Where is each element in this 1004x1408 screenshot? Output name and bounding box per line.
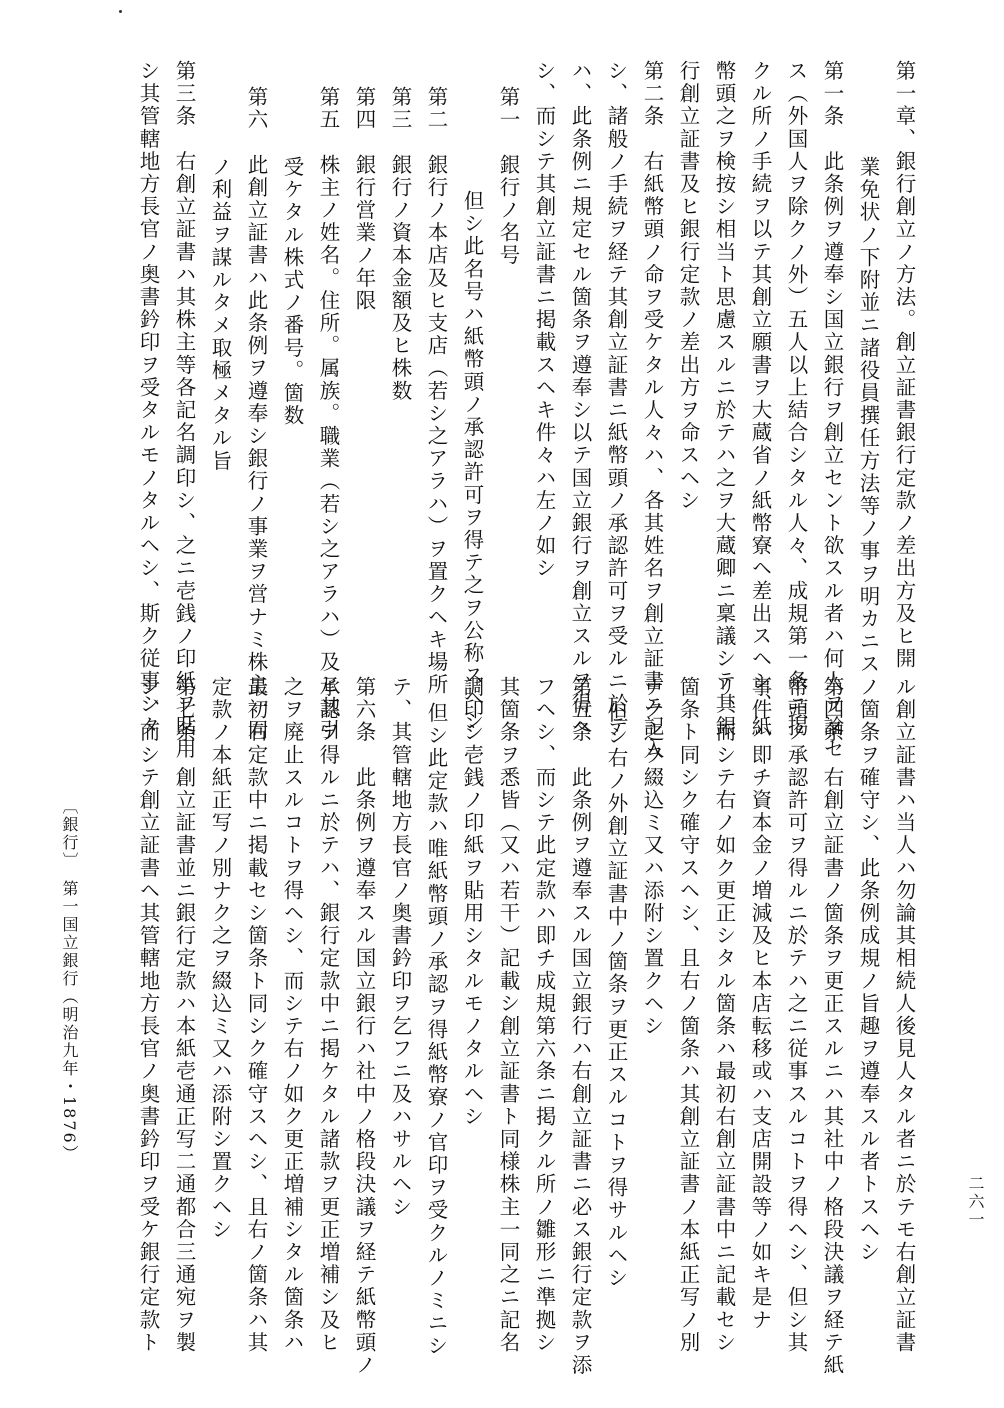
text-line: 受ケタル株式ノ番号。箇数 — [280, 156, 304, 428]
upper-text-block — [130, 60, 922, 761]
text-line: 幣頭之ヲ検按シ相当ト思慮スルニ於テハ之ヲ大蔵卿ニ稟議シテ其銀 — [712, 60, 736, 738]
text-line: 第六 此創立証書ハ此条例ヲ遵奉シ銀行ノ事業ヲ営ナミ株主一同 — [244, 86, 268, 742]
text-line: 最初右定款中ニ掲載セシ箇条ト同シク確守スヘシ、且右ノ箇条ハ其 — [244, 676, 268, 1354]
text-line: 事件ハ即チ資本金ノ増減及ヒ本店転移或ハ支店開設等ノ如キ是ナ — [748, 676, 772, 1332]
text-line: 第一条 此条例ヲ遵奉シ国立銀行ヲ創立セント欲スル者ハ何人ヲ論セ — [820, 60, 844, 761]
text-line: 行創立証書及ヒ銀行定款ノ差出方ヲ命スヘシ — [676, 60, 700, 512]
text-line: シ、而シテ創立証書ヘ其管轄地方長官ノ奥書鈐印ヲ受ケ銀行定款ト — [136, 676, 160, 1354]
text-line: テ、其管轄地方長官ノ奥書鈐印ヲ乞フニ及ハサルヘシ — [388, 676, 412, 1219]
text-line: ナク之ヲ綴込ミ又ハ添附シ置クヘシ — [640, 676, 664, 1038]
text-line: シ其管轄地方長官ノ奥書鈐印ヲ受タルモノタルヘシ、斯ク従事シタ — [136, 60, 160, 738]
text-line: 第七条 創立証書並ニ銀行定款ハ本紙壱通正写二通都合三通宛ヲ製 — [172, 676, 196, 1354]
text-line: ノ利益ヲ謀ルタメ取極メタル旨 — [208, 156, 232, 473]
text-line: シ、而シテ其創立証書ニ掲載スヘキ件々ハ左ノ如シ — [532, 60, 556, 580]
text-line: シ、諸般ノ手続ヲ経テ其創立証書ニ紙幣頭ノ承認許可ヲ受ルニ於テ — [604, 60, 628, 738]
text-line: ル創立証書ハ当人ハ勿論其相続人後見人タル者ニ於テモ右創立証書 — [892, 676, 916, 1354]
text-line: 第二 銀行ノ本店及ヒ支店（若シ之アラハ）ヲ置クヘキ場所 — [424, 86, 448, 697]
text-line: 第一章、銀行創立ノ方法。創立証書銀行定款ノ差出方及ヒ開 — [892, 60, 916, 671]
text-line: 幣頭ノ承認許可ヲ得ルニ於テハ之ニ従事スルコトヲ得ヘシ、但シ其 — [784, 676, 808, 1354]
text-line: リ、而シテ右ノ如ク更正シタル箇条ハ最初右創立証書中ニ記載セシ — [712, 676, 736, 1354]
scan-speck — [119, 10, 122, 13]
text-line: フヘシ、而シテ此定款ハ即チ成規第六条ニ掲クル所ノ雛形ニ準拠シ — [532, 676, 556, 1354]
text-line: ハ、此条例ニ規定セル箇条ヲ遵奉シ以テ国立銀行ヲ創立スルヲ得ヘ — [568, 60, 592, 738]
text-line: 第三条 右創立証書ハ其株主等各記名調印シ、之ニ壱銭ノ印紙ヲ貼用 — [172, 60, 196, 761]
text-line: 但シ右ノ外創立証書中ノ箇条ヲ更正スルコトヲ得サルヘシ — [604, 702, 628, 1290]
text-line: 業免状ノ下附並ニ諸役員撰任方法等ノ事ヲ明カニス — [856, 156, 880, 676]
text-line: 調印シ壱銭ノ印紙ヲ貼用シタルモノタルヘシ — [460, 676, 484, 1128]
text-line: 箇条ト同シク確守スヘシ、且右ノ箇条ハ其創立証書ノ本紙正写ノ別 — [676, 676, 700, 1354]
text-line: 第三 銀行ノ資本金額及ヒ株数 — [388, 86, 412, 403]
text-line: 承認ヲ得ルニ於テハ、銀行定款中ニ掲ケタル諸款ヲ更正増補シ及ヒ — [316, 676, 340, 1354]
text-line: 其箇条ヲ悉皆（又ハ若干）記載シ創立証書ト同様株主一同之ニ記名 — [496, 676, 520, 1354]
running-header: 〔銀行〕 第一国立銀行（明治九年・1876） — [60, 798, 79, 1163]
lower-text-block — [130, 676, 922, 1377]
text-line: 第一 銀行ノ名号 — [496, 86, 520, 267]
text-line: 第四条 右創立証書ノ箇条ヲ更正スルニハ其社中ノ格段決議ヲ経テ紙 — [820, 676, 844, 1377]
text-line: ノ箇条ヲ確守シ、此条例成規ノ旨趣ヲ遵奉スル者トスヘシ — [856, 676, 880, 1264]
text-line: ス（外国人ヲ除クノ外）五人以上結合シタル人々、成規第一条ニ掲 — [784, 60, 808, 738]
text-line: 第五条 此条例ヲ遵奉スル国立銀行ハ右創立証書ニ必ス銀行定款ヲ添 — [568, 676, 592, 1377]
text-line: クル所ノ手続ヲ以テ其創立願書ヲ大蔵省ノ紙幣寮ヘ差出スヘシ、紙 — [748, 60, 772, 738]
text-line: 定款ノ本紙正写ノ別ナク之ヲ綴込ミ又ハ添附シ置クヘシ — [208, 676, 232, 1241]
page-number: 二六一 — [966, 1175, 985, 1229]
text-line: 但シ此名号ハ紙幣頭ノ承認許可ヲ得テ之ヲ公称スヘシ — [460, 190, 484, 733]
text-line: 第五 株主ノ姓名。住所。属族。職業（若シ之アラハ）及ヒ其引 — [316, 86, 340, 742]
text-line: 第四 銀行営業ノ年限 — [352, 86, 376, 312]
text-line: 但シ此定款ハ唯紙幣頭ノ承認ヲ得紙幣寮ノ官印ヲ受クルノミニシ — [424, 702, 448, 1358]
text-line: 第二条 右紙幣頭ノ命ヲ受ケタル人々ハ、各其姓名ヲ創立証書ニ記入 — [640, 60, 664, 761]
text-line: 之ヲ廃止スルコトヲ得ヘシ、而シテ右ノ如ク更正増補シタル箇条ハ — [280, 676, 304, 1354]
text-line: 第六条 此条例ヲ遵奉スル国立銀行ハ社中ノ格段決議ヲ経テ紙幣頭ノ — [352, 676, 376, 1377]
